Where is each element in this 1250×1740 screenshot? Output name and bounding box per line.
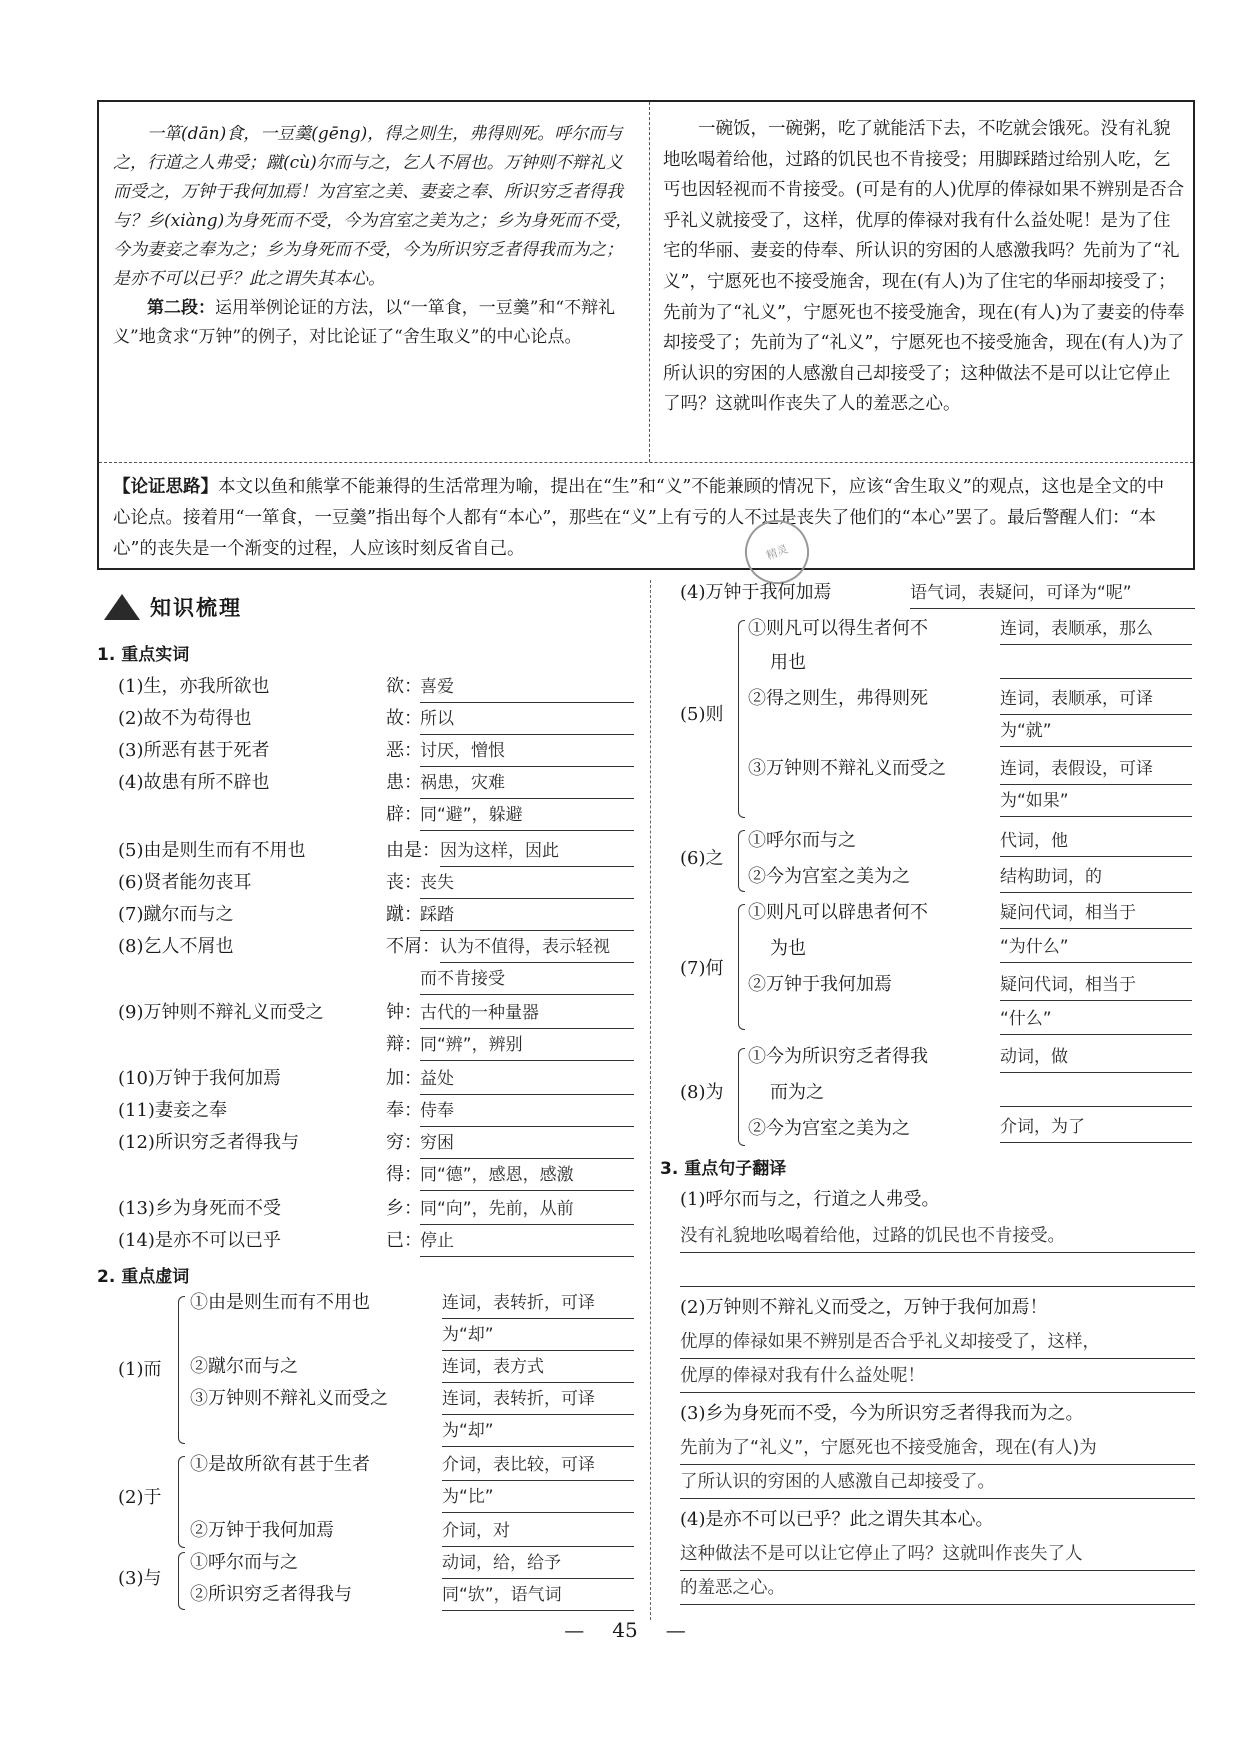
xuci-heading: 2. 重点虚词 — [97, 1267, 190, 1287]
shici-src: (1)生，亦我所欲也 — [118, 676, 270, 697]
shici-key: 欲： — [386, 676, 422, 697]
page-number-value: 45 — [612, 1618, 638, 1642]
xuci-ans: 连词，表顺承，那么 — [1000, 614, 1192, 645]
brace — [738, 904, 745, 1030]
shici-answer: 因为这样，因此 — [440, 836, 634, 867]
xuci-ans: 连词，表顺承，可译 — [1000, 684, 1192, 715]
shici-key: 辟： — [386, 804, 422, 825]
xuci-ans: 动词，做 — [1000, 1042, 1192, 1073]
fanyi-question: (2)万钟则不辩礼义而受之，万钟于我何加焉！ — [680, 1297, 1048, 1318]
fanyi-answer-line: 的羞恶之心。 — [680, 1572, 1195, 1605]
row-divider — [99, 462, 1193, 463]
section-header — [104, 590, 242, 624]
xuci-ans: 结构助词，的 — [1000, 862, 1192, 893]
page-dash-left: — — [564, 1618, 585, 1642]
xuci-src: ②今为宫室之美为之 — [748, 1118, 910, 1139]
shici-answer: 同“德”，感恩，感激 — [420, 1160, 634, 1191]
shici-key: 乡： — [386, 1198, 422, 1219]
xuci-src: ③万钟则不辩礼义而受之 — [190, 1388, 388, 1409]
shici-answer: 祸患，灾难 — [420, 768, 634, 799]
xuci-src: ①则凡可以得生者何不 — [748, 618, 928, 639]
shici-answer: 而不肯接受 — [420, 964, 634, 995]
shici-answer: 讨厌，憎恨 — [420, 736, 634, 767]
section-title: 知识梳理 — [150, 596, 242, 620]
shici-key: 患： — [386, 772, 422, 793]
xuci-src: ①今为所识穷乏者得我 — [748, 1046, 928, 1067]
brace — [178, 1296, 185, 1444]
shici-src: (11)妻妾之奉 — [118, 1100, 227, 1121]
reasoning-block — [113, 472, 1179, 565]
shici-answer: 同“避”，躲避 — [420, 800, 634, 831]
xuci-yu-label: (2)于 — [118, 1487, 162, 1508]
xuci-er-label: (1)而 — [118, 1359, 162, 1380]
fanyi-answer-line: 没有礼貌地吆喝着给他，过路的饥民也不肯接受。 — [680, 1220, 1195, 1253]
xuci-src: ②万钟于我何加焉 — [748, 974, 892, 995]
xuci-src: 而为之 — [770, 1082, 824, 1103]
xuci-ans: 为“却” — [442, 1416, 634, 1447]
shici-key: 故： — [386, 708, 422, 729]
fanyi-answer-line: 了所认识的穷困的人感激自己却接受了。 — [680, 1466, 1195, 1499]
fanyi-answer-line: 优厚的俸禄对我有什么益处呢！ — [680, 1360, 1195, 1393]
fanyi-question: (4)是亦不可以已乎？此之谓失其本心。 — [680, 1509, 994, 1530]
shici-src: (8)乞人不屑也 — [118, 936, 234, 957]
fanyi-answer-line: 优厚的俸禄如果不辨别是否合乎礼义却接受了，这样， — [680, 1326, 1195, 1359]
xuci-src: ①呼尔而与之 — [748, 830, 856, 851]
xuci-ans: 疑问代词，相当于 — [1000, 970, 1192, 1001]
fanyi-answer-line — [680, 1254, 1195, 1287]
page-number — [0, 1618, 1250, 1642]
shici-answer: 同“向”，先前，从前 — [420, 1194, 634, 1225]
xuci-ans: 连词，表假设，可译 — [1000, 754, 1192, 785]
shici-heading: 1. 重点实词 — [97, 645, 190, 665]
shici-key: 得： — [386, 1164, 422, 1185]
xuci-ans: 同“欤”，语气词 — [442, 1580, 634, 1611]
original-text — [113, 120, 635, 352]
shici-key: 已： — [386, 1230, 422, 1251]
shici-key: 辩： — [386, 1034, 422, 1055]
xuci-ans — [1000, 648, 1192, 679]
xuci-src: ②今为宫室之美为之 — [748, 866, 910, 887]
shici-src: (5)由是则生而有不用也 — [118, 840, 306, 861]
paragraph-analysis — [113, 294, 635, 352]
shici-answer: 所以 — [420, 704, 634, 735]
xuci-ans: 连词，表方式 — [442, 1352, 634, 1383]
fanyi-answer-line: 这种做法不是可以让它停止了吗？这就叫作丧失了人 — [680, 1538, 1195, 1571]
xuci-yu2-label: (3)与 — [118, 1568, 162, 1589]
brace — [738, 830, 745, 892]
xuci-src: ①是故所欲有甚于生者 — [190, 1454, 370, 1475]
shici-key: 穷： — [386, 1132, 422, 1153]
original-paragraph: 一箪(dān)食，一豆羹(gēng)，得之则生，弗得则死。呼尔而与之，行道之人弗受；蹴(cù)尔而与之，乞人不屑也。万钟则不辩礼义而受之，万钟于我何加焉！为宫室之美、妻妾之奉、所识穷乏者得我与？乡(xiàng)为身死而不受，今为宫室之美为之；乡为身死而不受，今为妻妾之奉为之；乡为身死而不受，今为所识穷乏者得我而为之；是亦不可以已乎？此之谓失其本心。 — [113, 124, 633, 289]
xuci-ans: 连词，表转折，可译 — [442, 1384, 634, 1415]
passage-box — [97, 100, 1195, 570]
shici-key: 蹴： — [386, 904, 422, 925]
pyramid-icon — [104, 594, 140, 620]
fanyi-question: (1)呼尔而与之，行道之人弗受。 — [680, 1189, 940, 1210]
shici-src: (6)贤者能勿丧耳 — [118, 872, 252, 893]
shici-src: (4)故患有所不辟也 — [118, 772, 270, 793]
brace — [738, 1048, 745, 1146]
xuci-src: 用也 — [770, 652, 806, 673]
shici-src: (2)故不为苟得也 — [118, 708, 252, 729]
shici-src: (12)所识穷乏者得我与 — [118, 1132, 299, 1153]
fanyi-question: (3)乡为身死而不受，今为所识穷乏者得我而为之。 — [680, 1403, 1084, 1424]
xuci-ans: 代词，他 — [1000, 826, 1192, 857]
reasoning-label: 【论证思路】 — [113, 477, 218, 497]
xuci-ans: 为“就” — [1000, 716, 1192, 747]
brace — [738, 620, 745, 818]
shici-answer: 穷困 — [420, 1128, 634, 1159]
analysis-text: 运用举例论证的方法，以“一箪食，一豆羹”和“不辩礼义”地贪求“万钟”的例子，对比论证了“舍生取义”的中心论点。 — [113, 298, 616, 347]
shici-src: (14)是亦不可以已乎 — [118, 1230, 281, 1251]
shici-key: 加： — [386, 1068, 422, 1089]
shici-src: (7)蹴尔而与之 — [118, 904, 234, 925]
xuci-src: ②万钟于我何加焉 — [190, 1520, 334, 1541]
shici-answer: 喜爱 — [420, 672, 634, 703]
shici-key: 不屑： — [386, 936, 440, 957]
xuci-src: ①由是则生而有不用也 — [190, 1292, 370, 1313]
shici-key: 钟： — [386, 1002, 422, 1023]
shici-answer: 侍奉 — [420, 1096, 634, 1127]
xuci-ans: 介词，对 — [442, 1516, 634, 1547]
column-divider — [649, 102, 650, 462]
column-separator — [650, 580, 651, 1620]
xuci-src: ②所识穷乏者得我与 — [190, 1584, 352, 1605]
reasoning-text: 本文以鱼和熊掌不能兼得的生活常理为喻，提出在“生”和“义”不能兼顾的情况下，应该“舍生取义”的观点，这也是全文的中心论点。接着用“一箪食，一豆羹”指出每个人都有“本心”，那些在“义”上有亏的人不过是丧失了他们的“本心”罢了。最后警醒人们：“本心”的丧失是一个渐变的过程，人应该时刻反省自己。 — [113, 477, 1165, 559]
xuci-src: ③万钟则不辩礼义而受之 — [748, 758, 946, 779]
xuci-src: ②蹴尔而与之 — [190, 1356, 298, 1377]
shici-key: 奉： — [386, 1100, 422, 1121]
xuci-src: ②得之则生，弗得则死 — [748, 688, 928, 709]
xuci-ans: 连词，表转折，可译 — [442, 1288, 634, 1319]
shici-answer: 认为不值得，表示轻视 — [440, 932, 634, 963]
xuci-ans: 动词，给，给予 — [442, 1548, 634, 1579]
shici-answer: 停止 — [420, 1226, 634, 1257]
shici-src: (10)万钟于我何加焉 — [118, 1068, 281, 1089]
shici-src: (3)所恶有甚于死者 — [118, 740, 270, 761]
xuci-zhi-label: (6)之 — [680, 848, 724, 869]
xuci-ze-label: (5)则 — [680, 704, 724, 725]
translation-text: 一碗饭，一碗粥，吃了就能活下去，不吃就会饿死。没有礼貌地吆喝着给他，过路的饥民也不肯接受；用脚踩踏过给别人吃，乞丐也因轻视而不肯接受。(可是有的人)优厚的俸禄如果不辨别是否合乎礼义就接受了，这样，优厚的俸禄对我有什么益处呢！是为了住宅的华丽、妻妾的侍奉、所认识的穷困的人感激我吗？先前为了“礼义”，宁愿死也不接受施舍，现在(有人)为了住宅的华丽却接受了；先前为了“礼义”，宁愿死也不接受施舍，现在(有人)为了妻妾的侍奉却接受了；先前为了“礼义”，宁愿死也不接受施舍，现在(有人)为了所认识的穷困的人感激自己却接受了；这种做法不是可以让它停止了吗？这就叫作丧失了人的羞恶之心。 — [663, 119, 1185, 415]
xuci-ans: 疑问代词，相当于 — [1000, 898, 1192, 929]
xuci-ans: 为“比” — [442, 1482, 634, 1513]
seal-text: 精灵 — [764, 542, 790, 563]
shici-answer: 踩踏 — [420, 900, 634, 931]
xuci-src: ①呼尔而与之 — [190, 1552, 298, 1573]
shici-answer: 同“辨”，辨别 — [420, 1030, 634, 1061]
shici-src: (13)乡为身死而不受 — [118, 1198, 281, 1219]
xuci-src: 为也 — [770, 938, 806, 959]
xuci-ans: “什么” — [1000, 1004, 1192, 1035]
xuci-he-label: (7)何 — [680, 958, 724, 979]
shici-answer: 丧失 — [420, 868, 634, 899]
brace — [178, 1456, 185, 1548]
shici-key: 丧： — [386, 872, 422, 893]
shici-answer: 古代的一种量器 — [420, 998, 634, 1029]
xuci-wei-label: (8)为 — [680, 1082, 724, 1103]
xuci-ans: 介词，为了 — [1000, 1112, 1192, 1143]
xuci-ans: 语气词，表疑问，可译为“呢” — [910, 578, 1195, 609]
shici-key: 恶： — [386, 740, 422, 761]
fanyi-answer-line: 先前为了“礼义”，宁愿死也不接受施舍，现在(有人)为 — [680, 1432, 1195, 1465]
analysis-label: 第二段： — [147, 298, 215, 318]
brace — [178, 1552, 185, 1610]
page-dash-right: — — [665, 1618, 686, 1642]
xuci-ans: “为什么” — [1000, 932, 1192, 963]
xuci-ans: 为“如果” — [1000, 786, 1192, 817]
fanyi-heading: 3. 重点句子翻译 — [660, 1159, 787, 1179]
xuci-ans — [1000, 1076, 1192, 1107]
shici-answer: 益处 — [420, 1064, 634, 1095]
shici-src: (9)万钟则不辩礼义而受之 — [118, 1002, 324, 1023]
shici-key: 由是： — [386, 840, 440, 861]
xuci-src: ①则凡可以辟患者何不 — [748, 902, 928, 923]
xuci-ans: 介词，表比较，可译 — [442, 1450, 634, 1481]
xuci-ans: 为“却” — [442, 1320, 634, 1351]
xuci-src: (4)万钟于我何加焉 — [680, 582, 832, 603]
